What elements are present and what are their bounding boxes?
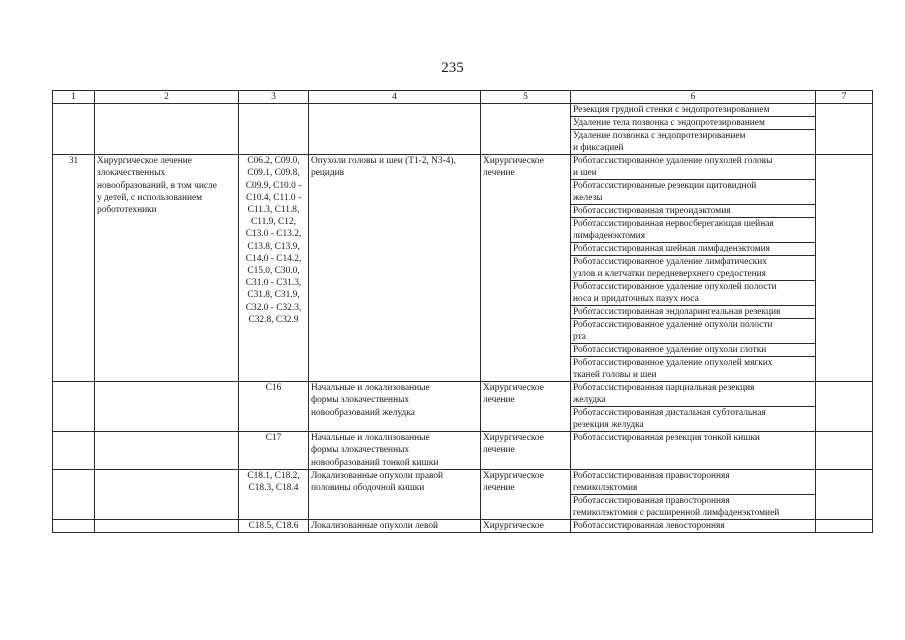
icd-codes-cell: [239, 469, 309, 519]
empty-column-cell: [816, 432, 873, 470]
treatment-method-line: Роботассистированное удаление опухолей головы: [573, 156, 773, 167]
icd-code-line: C06.2, C09.0,: [247, 156, 300, 167]
treatment-method-item: [571, 306, 815, 319]
treatment-method-line: Роботассистированная тиреоидэктомия: [573, 206, 731, 217]
icd-code-line: C31.0 - C31.3,: [245, 278, 302, 289]
icd-code-line: C16: [265, 383, 282, 394]
treatment-method-line: Роботассистированная дистальная субтотальная: [573, 408, 766, 419]
treatment-method-line: гемиколэктомия: [573, 483, 638, 494]
treatment-method-cell: [571, 469, 816, 519]
row-number-cell: [53, 382, 95, 432]
row-number-cell: [53, 469, 95, 519]
icd-codes-cell: [239, 155, 309, 382]
icd-code-line: C10.4, C11.0 -: [245, 192, 302, 203]
empty-column-cell: [816, 469, 873, 519]
icd-code-line: C11.9, C12,: [251, 217, 296, 228]
treatment-method-item: [571, 218, 815, 243]
treatment-method-line: Роботассистированная левосторонняя: [573, 520, 725, 531]
treatment-method-line: Роботассистированное удаление лимфатических: [573, 257, 767, 268]
treatment-type-line: лечение: [483, 395, 515, 406]
icd-code-line: C14.0 - C14.2,: [245, 253, 302, 264]
patient-model-line: половины ободочной кишки: [311, 483, 425, 494]
treatment-type-cell: [481, 519, 571, 532]
treatment-type-line: лечение: [483, 445, 515, 456]
table-row: [53, 432, 873, 470]
column-header: 1: [53, 91, 95, 104]
column-number-row: [53, 91, 873, 104]
treatment-method-cell: [571, 519, 816, 532]
table-row: [53, 155, 873, 382]
treatment-method-line: Удаление позвонка с эндопротезированием: [573, 131, 746, 142]
treatment-method-item: [571, 432, 815, 444]
row-number: 31: [68, 156, 79, 167]
treatment-method-item: [571, 319, 815, 344]
patient-model-line: формы злокачественных: [311, 395, 410, 406]
care-type-line: робототехники: [97, 205, 157, 216]
page-number: 235: [441, 60, 464, 76]
icd-code-line: C13.8, C13.9,: [247, 241, 300, 252]
treatment-method-item: [571, 281, 815, 306]
icd-codes-cell: [239, 432, 309, 470]
treatment-method-item: [571, 180, 815, 205]
icd-code-line: C18.1, C18.2,: [247, 470, 300, 481]
patient-model-line: новообразований тонкой кишки: [311, 457, 439, 468]
column-header: 2: [95, 91, 239, 104]
treatment-method-cell: [571, 104, 816, 155]
icd-codes-cell: [239, 382, 309, 432]
treatment-method-cell: [571, 155, 816, 382]
treatment-method-line: Роботассистированное удаление опухолей полости: [573, 282, 777, 293]
treatment-method-line: Роботассистированное удаление опухоли полости: [573, 320, 773, 331]
treatment-method-line: Роботассистированная правосторонняя: [573, 470, 730, 481]
patient-model-line: Локализованные опухоли левой: [311, 520, 439, 531]
treatment-method-line: Удаление тела позвонка с эндопротезированием: [573, 118, 765, 129]
treatment-method-item: [571, 520, 815, 532]
treatment-method-line: Роботассистированная парциальная резекция: [573, 383, 755, 394]
care-type-cell: [95, 155, 239, 382]
icd-code-line: C09.9, C10.0 -: [245, 180, 302, 191]
treatment-method-list: [571, 432, 815, 444]
care-type-line: новообразований, в том числе: [97, 180, 217, 191]
treatment-table: [52, 90, 873, 533]
treatment-method-line: и шеи: [573, 168, 597, 179]
treatment-method-list: [571, 520, 815, 532]
patient-model-cell: [309, 469, 481, 519]
row-number-cell: [53, 104, 95, 155]
column-header: 5: [481, 91, 571, 104]
icd-code-line: C31.8, C31.9,: [247, 290, 300, 301]
patient-model-line: Начальные и локализованные: [311, 433, 430, 444]
treatment-method-item: [571, 130, 815, 154]
row-number-cell: [53, 432, 95, 470]
care-type-line: злокачественных: [97, 168, 166, 179]
treatment-method-item: [571, 344, 815, 357]
icd-codes-cell: [239, 104, 309, 155]
empty-column-cell: [816, 519, 873, 532]
care-type-cell: [95, 519, 239, 532]
patient-model-cell: [309, 155, 481, 382]
patient-model-line: Локализованные опухоли правой: [311, 470, 444, 481]
care-type-cell: [95, 104, 239, 155]
treatment-method-list: [571, 470, 815, 519]
treatment-type-cell: [481, 432, 571, 470]
treatment-method-line: Роботассистированное удаление опухолей мягких: [573, 358, 773, 369]
treatment-method-item: [571, 155, 815, 180]
treatment-method-cell: [571, 432, 816, 470]
treatment-method-line: Резекция грудной стенки с эндопротезированием: [573, 105, 770, 116]
icd-codes-cell: [239, 519, 309, 532]
treatment-method-line: лимфаденэктомия: [573, 231, 646, 242]
treatment-type-line: Хирургическое: [483, 383, 544, 394]
column-header: 3: [239, 91, 309, 104]
treatment-method-list: [571, 104, 815, 154]
treatment-method-item: [571, 256, 815, 281]
treatment-method-item: [571, 357, 815, 381]
treatment-method-line: Роботассистированная шейная лимфаденэктомия: [573, 244, 770, 255]
treatment-method-item: [571, 243, 815, 256]
column-header: 7: [816, 91, 873, 104]
table-row: [53, 519, 873, 532]
treatment-method-line: Роботассистированное удаление опухоли глотки: [573, 345, 767, 356]
treatment-method-line: и фиксацией: [573, 143, 624, 154]
treatment-method-line: Роботассистированные резекции щитовидной: [573, 181, 757, 192]
patient-model-line: Начальные и локализованные: [311, 383, 430, 394]
treatment-type-cell: [481, 382, 571, 432]
icd-code-line: C17: [265, 433, 282, 444]
treatment-type-cell: [481, 469, 571, 519]
treatment-method-line: носа и придаточных пазух носа: [573, 294, 699, 305]
patient-model-cell: [309, 382, 481, 432]
patient-model-cell: [309, 104, 481, 155]
patient-model-line: Опухоли головы и шеи (T1-2, N3-4),: [311, 156, 456, 167]
treatment-method-cell: [571, 382, 816, 432]
patient-model-line: формы злокачественных: [311, 445, 410, 456]
patient-model-cell: [309, 432, 481, 470]
treatment-type-line: лечение: [483, 168, 515, 179]
icd-code-line: C09.1, C09.8,: [247, 168, 300, 179]
empty-column-cell: [816, 104, 873, 155]
treatment-method-item: [571, 382, 815, 407]
treatment-method-line: Роботассистированная нервосберегающая шейная: [573, 219, 774, 230]
icd-code-line: C15.0, C30.0,: [247, 266, 300, 277]
treatment-method-line: тканей головы и шеи: [573, 370, 657, 381]
treatment-method-item: [571, 104, 815, 117]
care-type-line: у детей, с использованием: [97, 192, 203, 203]
icd-code-line: C18.3, C18.4: [248, 483, 299, 494]
table-row: [53, 104, 873, 155]
treatment-method-item: [571, 495, 815, 519]
patient-model-line: новообразований желудка: [311, 407, 415, 418]
empty-column-cell: [816, 382, 873, 432]
care-type-cell: [95, 382, 239, 432]
empty-column-cell: [816, 155, 873, 382]
icd-code-line: C11.3, C11.8,: [247, 205, 300, 216]
table-row: [53, 382, 873, 432]
treatment-method-line: Роботассистированная эндоларингеальная резекция: [573, 307, 781, 318]
icd-code-line: C13.0 - C13.2,: [245, 229, 302, 240]
table-row: [53, 469, 873, 519]
treatment-type-line: Хирургическое: [483, 470, 544, 481]
treatment-method-item: [571, 205, 815, 218]
treatment-method-line: Роботассистированная правосторонняя: [573, 495, 730, 506]
treatment-method-line: резекция желудка: [573, 420, 644, 431]
icd-code-line: C32.8, C32.9: [248, 314, 299, 325]
row-number-cell: [53, 155, 95, 382]
care-type-cell: [95, 432, 239, 470]
column-header: 6: [571, 91, 816, 104]
treatment-method-list: [571, 155, 815, 381]
treatment-method-line: Роботассистированная резекция тонкой кишки: [573, 433, 760, 444]
care-type-cell: [95, 469, 239, 519]
treatment-type-cell: [481, 104, 571, 155]
treatment-type-line: Хирургическое: [483, 156, 544, 167]
patient-model-line: рецидив: [311, 168, 345, 179]
treatment-method-line: железы: [573, 193, 603, 204]
treatment-method-line: желудка: [573, 395, 606, 406]
treatment-method-item: [571, 470, 815, 495]
treatment-method-item: [571, 407, 815, 431]
patient-model-cell: [309, 519, 481, 532]
treatment-method-line: гемиколэктомия с расширенной лимфаденэктомией: [573, 508, 780, 519]
treatment-type-cell: [481, 155, 571, 382]
treatment-method-list: [571, 382, 815, 431]
icd-code-line: C32.0 - C32.3,: [245, 302, 302, 313]
treatment-type-line: лечение: [483, 483, 515, 494]
column-header: 4: [309, 91, 481, 104]
treatment-method-line: узлов и клетчатки передневерхнего средостения: [573, 269, 766, 280]
care-type-line: Хирургическое лечение: [97, 156, 192, 167]
treatment-method-line: рта: [573, 332, 586, 343]
row-number-cell: [53, 519, 95, 532]
treatment-method-item: [571, 117, 815, 130]
treatment-type-line: Хирургическое: [483, 433, 544, 444]
icd-code-line: C18.5, C18.6: [248, 520, 299, 531]
treatment-type-line: Хирургическое: [483, 520, 544, 531]
